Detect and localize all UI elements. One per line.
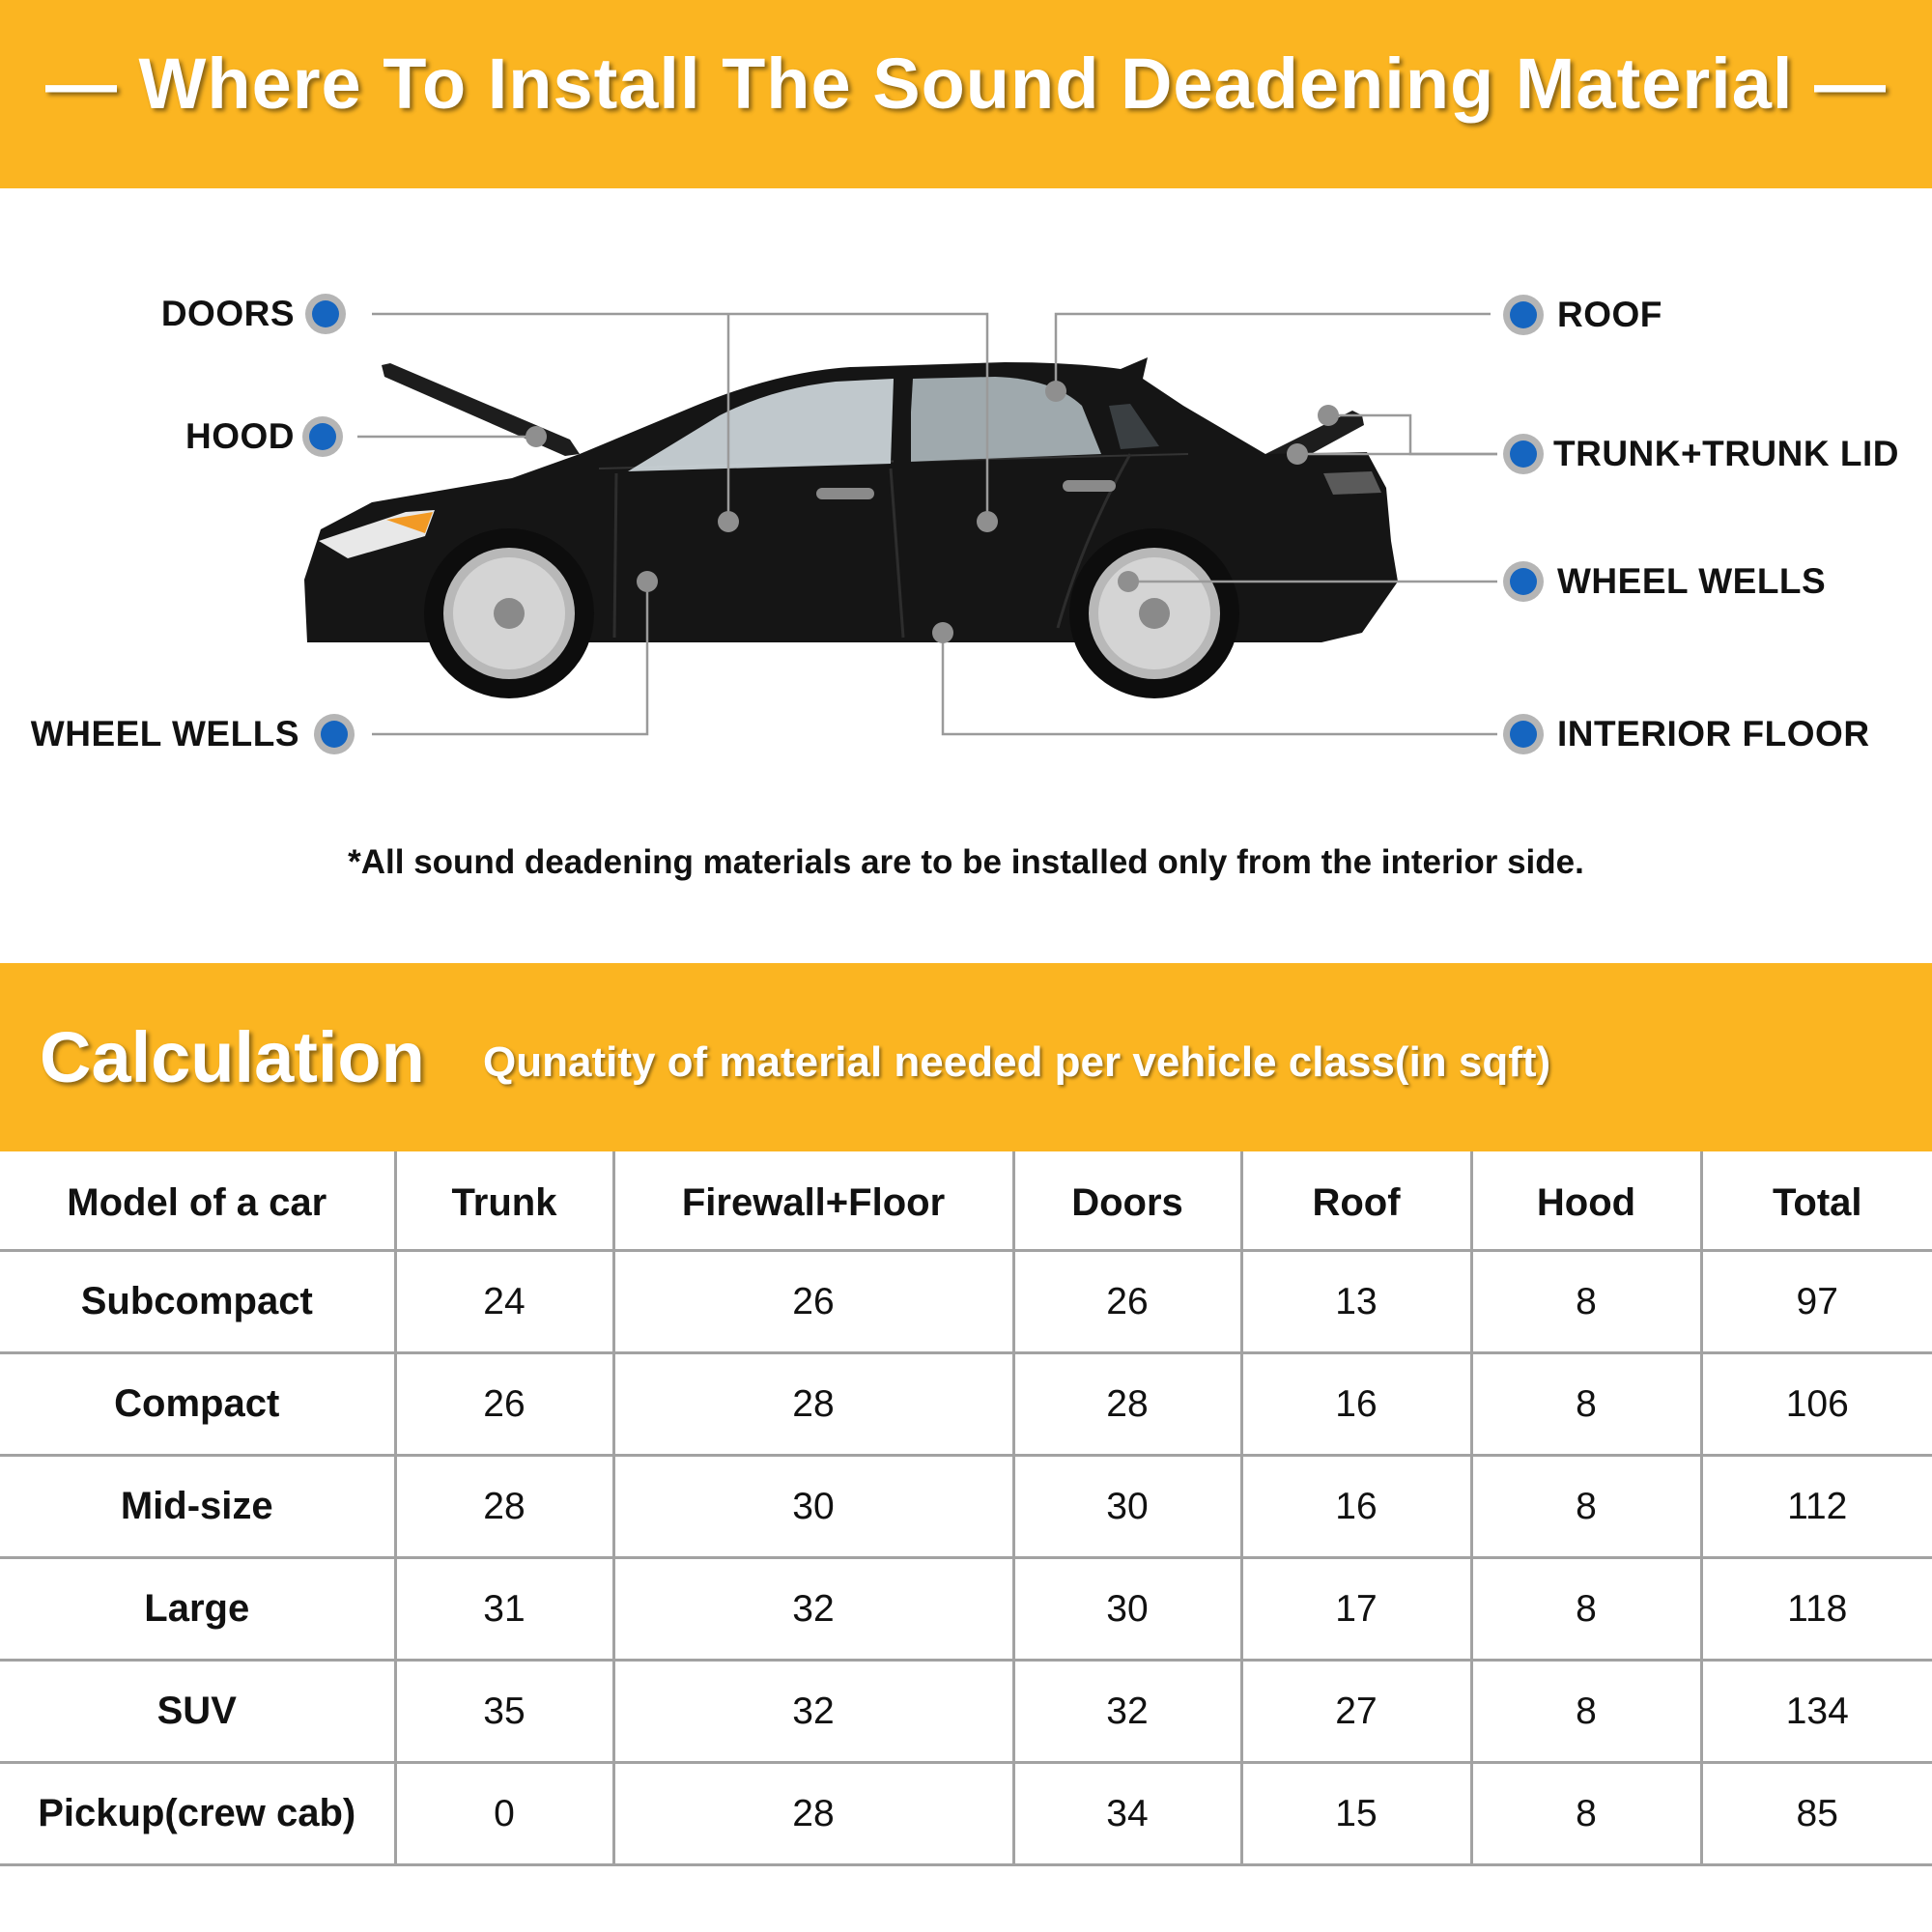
callout-label-wheel-wells: WHEEL WELLS <box>1557 561 1827 601</box>
table-cell: 112 <box>1701 1456 1932 1558</box>
marker-trunk <box>1503 434 1544 474</box>
marker-wheel-wells-left <box>314 714 355 754</box>
calculation-title: Calculation <box>40 1017 425 1097</box>
column-header: Trunk <box>395 1151 613 1251</box>
table-cell: 26 <box>613 1251 1013 1353</box>
callout-label-hood: HOOD <box>185 416 295 456</box>
table-cell: 35 <box>395 1661 613 1763</box>
model-cell: Compact <box>0 1353 395 1456</box>
model-cell: Pickup(crew cab) <box>0 1763 395 1865</box>
table-cell: 15 <box>1241 1763 1471 1865</box>
table-cell: 134 <box>1701 1661 1932 1763</box>
table-cell: 26 <box>1013 1251 1241 1353</box>
car-diagram <box>0 188 1932 768</box>
table-cell: 26 <box>395 1353 613 1456</box>
table-cell: 16 <box>1241 1456 1471 1558</box>
table-cell: 13 <box>1241 1251 1471 1353</box>
table-cell: 28 <box>1013 1353 1241 1456</box>
table-cell: 8 <box>1471 1558 1701 1661</box>
table-cell: 32 <box>1013 1661 1241 1763</box>
calculation-subtitle: Qunatity of material needed per vehicle class(in sqft) <box>483 1038 1551 1086</box>
marker-interior-floor <box>1503 714 1544 754</box>
installation-note: *All sound deadening materials are to be installed only from the interior side. <box>348 843 1584 881</box>
marker-wheel-wells-right <box>1503 561 1544 602</box>
table-row <box>0 1251 1932 1353</box>
table-cell: 106 <box>1701 1353 1932 1456</box>
table-row <box>0 1661 1932 1763</box>
marker-roof <box>1503 295 1544 335</box>
table-cell: 27 <box>1241 1661 1471 1763</box>
column-header: Total <box>1701 1151 1932 1251</box>
table-cell: 28 <box>613 1763 1013 1865</box>
table-cell: 118 <box>1701 1558 1932 1661</box>
table-cell: 30 <box>1013 1456 1241 1558</box>
table-cell: 8 <box>1471 1661 1701 1763</box>
model-cell: SUV <box>0 1661 395 1763</box>
marker-hood <box>302 416 343 457</box>
table-row <box>0 1456 1932 1558</box>
table-row <box>0 1558 1932 1661</box>
table-cell: 8 <box>1471 1251 1701 1353</box>
quantity-table <box>0 1151 1932 1866</box>
table-cell: 8 <box>1471 1353 1701 1456</box>
marker-doors <box>305 294 346 334</box>
column-header: Firewall+Floor <box>613 1151 1013 1251</box>
column-header: Roof <box>1241 1151 1471 1251</box>
table-cell: 16 <box>1241 1353 1471 1456</box>
table-cell: 8 <box>1471 1456 1701 1558</box>
table-cell: 24 <box>395 1251 613 1353</box>
callout-label-doors: DOORS <box>160 294 295 333</box>
table-cell: 30 <box>613 1456 1013 1558</box>
callout-label-wheel-wells: WHEEL WELLS <box>30 714 299 753</box>
model-cell: Subcompact <box>0 1251 395 1353</box>
callout-label-roof: ROOF <box>1557 295 1662 334</box>
column-header: Hood <box>1471 1151 1701 1251</box>
car-illustration <box>304 357 1398 698</box>
column-header: Model of a car <box>0 1151 395 1251</box>
table-cell: 17 <box>1241 1558 1471 1661</box>
table-cell: 85 <box>1701 1763 1932 1865</box>
table-cell: 28 <box>395 1456 613 1558</box>
model-cell: Large <box>0 1558 395 1661</box>
table-cell: 28 <box>613 1353 1013 1456</box>
table-cell: 97 <box>1701 1251 1932 1353</box>
column-header: Doors <box>1013 1151 1241 1251</box>
table-cell: 32 <box>613 1661 1013 1763</box>
table-header-row <box>0 1151 1932 1251</box>
callout-label-trunk: TRUNK+TRUNK LID <box>1553 434 1899 473</box>
table-row <box>0 1353 1932 1456</box>
table-cell: 30 <box>1013 1558 1241 1661</box>
table-cell: 0 <box>395 1763 613 1865</box>
page-title: — Where To Install The Sound Deadening Material — <box>44 43 1888 124</box>
callout-label-interior-floor: INTERIOR FLOOR <box>1557 714 1870 753</box>
table-cell: 32 <box>613 1558 1013 1661</box>
model-cell: Mid-size <box>0 1456 395 1558</box>
table-cell: 34 <box>1013 1763 1241 1865</box>
table-cell: 8 <box>1471 1763 1701 1865</box>
table-cell: 31 <box>395 1558 613 1661</box>
table-row <box>0 1763 1932 1865</box>
